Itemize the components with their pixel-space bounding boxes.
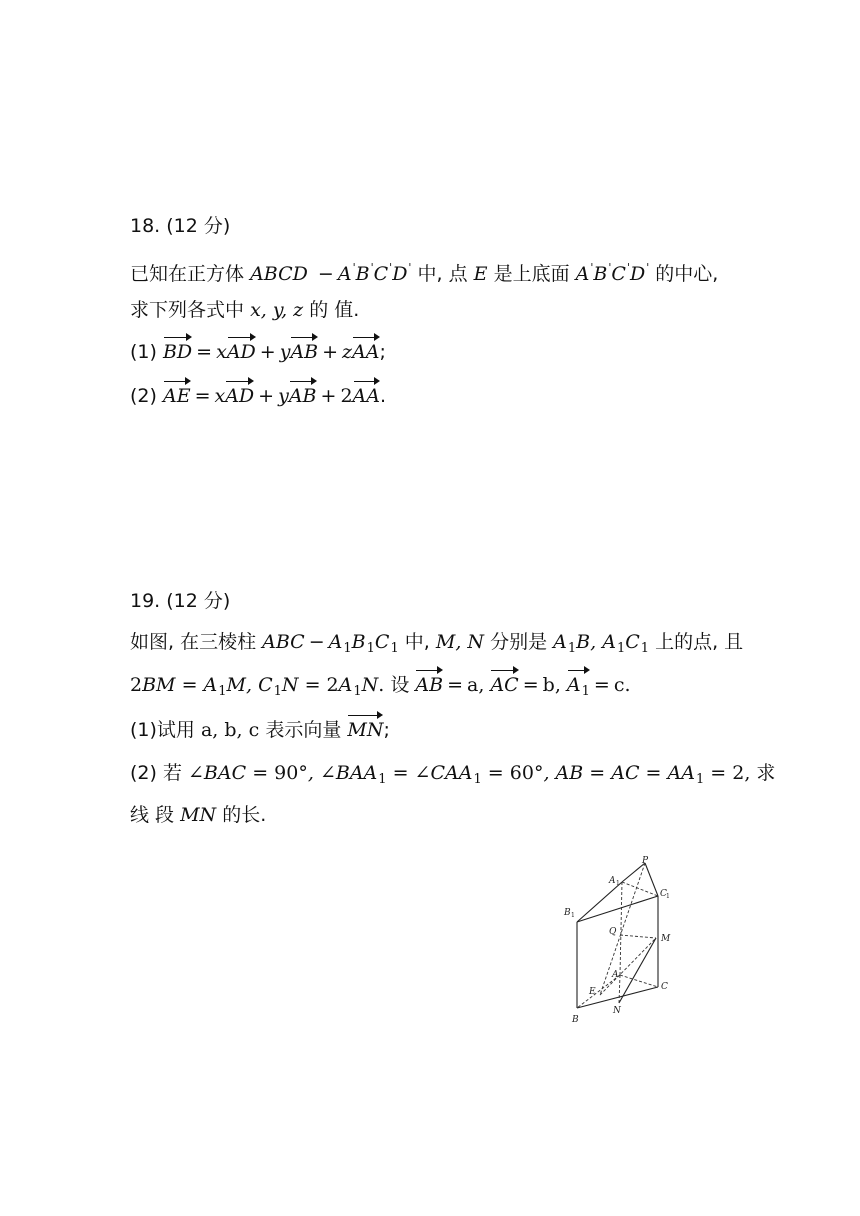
label-m: M <box>661 934 671 944</box>
text: 求下列各式中 <box>130 299 245 321</box>
q19-header: 19. (12 分) <box>130 590 231 612</box>
minus: − <box>317 263 334 285</box>
q18-part2 <box>130 384 386 408</box>
vector-bd: BD <box>162 341 193 363</box>
text: 分别是 <box>490 631 548 653</box>
q19-part1: (1)试用 a, b, c 表示向量 MN; <box>130 719 390 741</box>
q18-line1 <box>130 256 718 286</box>
vector-ab: AB <box>415 674 444 696</box>
vector-ab: AB <box>290 341 319 363</box>
vector-aa: AA <box>352 385 380 407</box>
vec-c: c <box>613 674 625 696</box>
q18-header: 18. (12 分) <box>130 215 231 237</box>
period: . <box>379 385 387 407</box>
top-face-name: A'B'C'D' <box>575 261 650 285</box>
label-sub: 1 <box>616 880 620 887</box>
cube-name: ABCD <box>250 263 308 285</box>
variables: x, y, z <box>250 299 304 321</box>
vector-a1-letter: A <box>566 674 581 696</box>
vec-a: a <box>467 674 479 696</box>
label-c: C <box>661 982 668 992</box>
text: 的中心, <box>655 263 719 285</box>
q18-part1 <box>130 340 386 364</box>
vector-a1 <box>567 673 590 704</box>
q19-line2: $2BM = A_1M$, $C_1N = 2A_1N$. 设 AB = a, AC = b, $A_1 = c$. <box>130 673 631 704</box>
label-p: P <box>642 856 649 866</box>
segments: $A_1B$, $A_1C_1$ <box>553 631 650 656</box>
label-b: B <box>572 1015 579 1025</box>
vector-ad: AD <box>226 341 256 363</box>
text: 表示向量 <box>265 719 342 741</box>
vector-mn: MN <box>347 719 384 741</box>
points-mn: M, N <box>435 631 485 653</box>
cube-top-name: A'B'C'D' <box>337 261 412 285</box>
prism-figure <box>560 855 690 1030</box>
condition: $2BM = A_1M$, $C_1N = 2A_1N$. <box>130 674 385 699</box>
vector-ae: AE <box>162 385 191 407</box>
abc: a, b, c <box>200 719 260 741</box>
plus: + <box>320 385 337 407</box>
prism-name: ABC − $A_1B_1C_1$ <box>262 631 399 656</box>
var-y: y <box>279 341 291 363</box>
point-e: E <box>473 263 488 285</box>
q18-line2 <box>130 298 359 322</box>
label-a1: A <box>609 876 616 886</box>
text: 求 <box>756 762 776 784</box>
text: (2) 若 <box>130 762 182 784</box>
label-q: Q <box>609 927 617 937</box>
text: 设 <box>390 674 410 696</box>
vector-aa: AA <box>352 341 380 363</box>
plus: + <box>322 341 339 363</box>
text: 的长. <box>222 804 267 826</box>
plus: + <box>258 385 275 407</box>
part-number: (1) <box>130 341 157 363</box>
label-b1: B <box>564 908 571 918</box>
equals: = <box>194 385 211 407</box>
vec-b: b <box>542 674 555 696</box>
label-a: A <box>612 970 619 980</box>
plus: + <box>259 341 276 363</box>
var-x: x <box>214 385 226 407</box>
text: 如图, 在三棱柱 <box>130 631 257 653</box>
text: 中, <box>404 631 430 653</box>
q19-part2 <box>130 761 775 792</box>
label-c1: C <box>660 889 667 899</box>
segment-mn: MN <box>180 804 217 826</box>
label-sub: 1 <box>571 912 575 919</box>
semicolon: ; <box>379 341 386 363</box>
vector-ab: AB <box>288 385 317 407</box>
label-n: N <box>613 1006 621 1016</box>
text: 上的点, 且 <box>655 631 744 653</box>
var-z: z <box>342 341 353 363</box>
coef-2: 2 <box>340 385 353 407</box>
text: 的 值. <box>309 299 360 321</box>
subscript: 1 <box>581 684 590 699</box>
text: 中, 点 <box>417 263 468 285</box>
var-x: x <box>216 341 227 363</box>
vector-ac: AC <box>490 674 519 696</box>
angle-conditions: ∠BAC = 90°, $\angle BAA_1$ = $\angle CAA_1 = 60^\circ$, AB = AC = $AA_1 = 2$, <box>188 762 751 787</box>
q19-line1 <box>130 630 743 661</box>
part-number: (2) <box>130 385 157 407</box>
label-e: E <box>589 987 596 997</box>
text: 线 段 <box>130 804 175 826</box>
text: 是上底面 <box>493 263 570 285</box>
text: 已知在正方体 <box>130 263 245 285</box>
text: (1)试用 <box>130 719 195 741</box>
q19-line5 <box>130 803 266 827</box>
equals: = <box>196 341 213 363</box>
var-y: y <box>278 385 289 407</box>
vector-ad: AD <box>225 385 255 407</box>
label-sub: 1 <box>666 893 670 900</box>
